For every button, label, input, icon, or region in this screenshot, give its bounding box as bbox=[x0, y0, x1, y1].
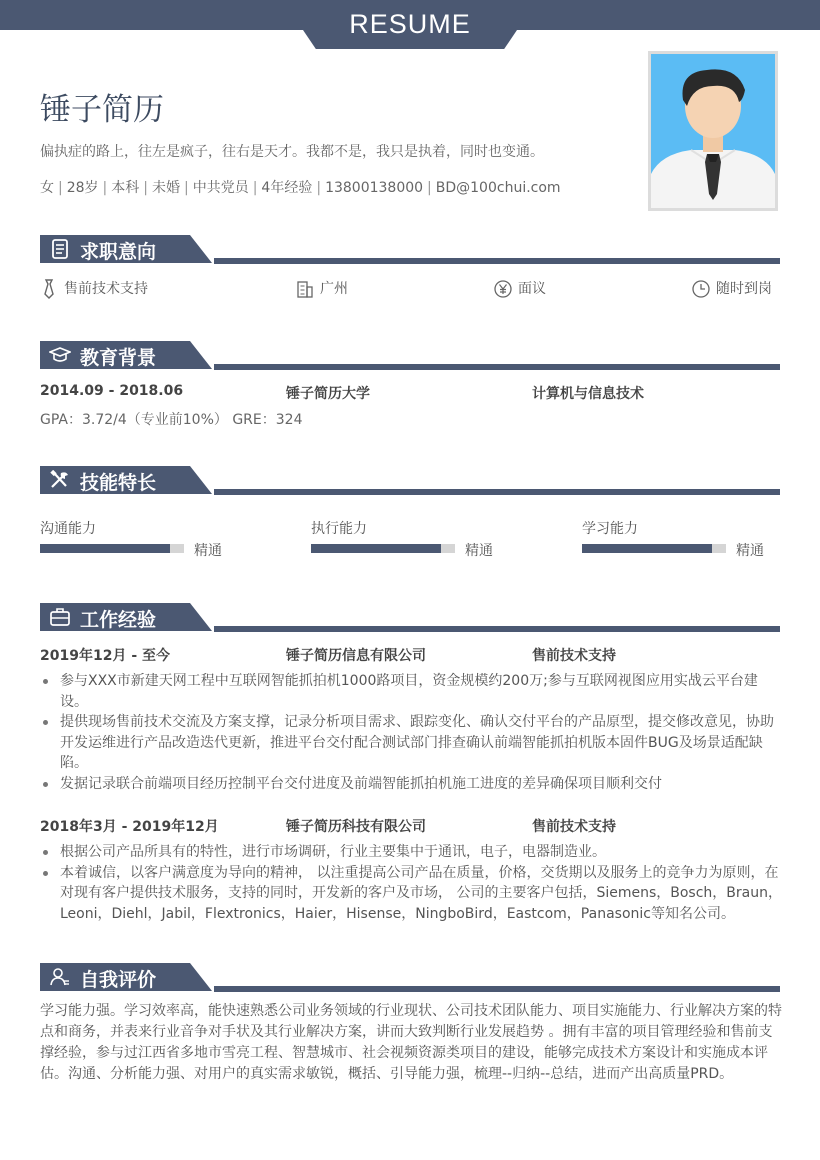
skill-name: 学习能力 bbox=[582, 521, 638, 537]
section-header-intent bbox=[40, 235, 780, 265]
phone: 13800138000 bbox=[325, 180, 424, 196]
skill-bar bbox=[311, 544, 455, 553]
gender: 女 bbox=[40, 180, 54, 196]
section-title: 自我评价 bbox=[80, 969, 157, 991]
section-title: 技能特长 bbox=[80, 472, 157, 494]
intent-position: 售前技术支持 bbox=[40, 278, 148, 299]
list-item: 发据记录联合前端项目经历控制平台交付进度及前端智能抓拍机施工进度的差异确保项目顺利交付 bbox=[40, 774, 782, 795]
job-company: 锤子简历信息有限公司 bbox=[286, 648, 426, 664]
section-title: 求职意向 bbox=[80, 241, 157, 263]
age: 28岁 bbox=[66, 180, 99, 196]
job-period: 2018年3月 - 2019年12月 bbox=[40, 819, 219, 835]
job-title: 售前技术支持 bbox=[532, 648, 616, 664]
degree: 本科 bbox=[111, 180, 140, 196]
job-title: 售前技术支持 bbox=[532, 819, 616, 835]
self-evaluation: 学习能力强。学习效率高，能快速熟悉公司业务领域的行业现状、公司技术团队能力、项目实施能力、行业解决方案的特点和商务，并表来行业音争对手状及其行业解决方案，讲而大致判断行业发展趋势 。拥有丰富的项目管理经验和售前支撑经验，参与过江西省多地市雪亮工程、智慧城市、社会视频资源类项目的建设，能够完成技术方案设计和实施成本评估。沟通、分析能力强、对用户的真实需求敏锐，概括、引导能力强，梳理--归纳--总结，进而产出高质量PRD。 bbox=[40, 1003, 782, 1082]
intent-availability: 随时到岗 bbox=[692, 278, 772, 299]
avatar bbox=[648, 51, 778, 211]
intent-city: 广州 bbox=[296, 278, 348, 299]
intent-salary: 面议 bbox=[494, 278, 546, 299]
section-header-evaluation bbox=[40, 963, 780, 993]
experience-years: 4年经验 bbox=[261, 180, 313, 196]
resume-label: RESUME bbox=[349, 9, 471, 39]
list-item: 参与XXX市新建天网工程中互联网智能抓拍机1000路项目，资金规模约200万;参与互联网视图应用实战云平台建设。 bbox=[40, 671, 782, 712]
education-period: 2014.09 - 2018.06 bbox=[40, 383, 184, 399]
list-item: 本着诚信，以客户满意度为导向的精神， 以注重提高公司产品在质量，价格，交货期以及服务上的竞争力为原则，在对现有客户提供技术服务，支持的同时，开发新的客户及市场， 公司的主要客户包括，Siemens，Bosch，Braun，Leoni，Diehl，Jabil，Flextronics，Haier，Hisense，NingboBird，Eastcom，Panasonic等知名公司。 bbox=[40, 863, 782, 925]
personal-info: 女 | 28岁 | 本科 | 未婚 | 中共党员 | 4年经验 | 13800138000 | BD@100chui.com bbox=[40, 180, 561, 196]
yuan-icon bbox=[494, 279, 512, 299]
clock-icon bbox=[692, 279, 710, 299]
section-header-education bbox=[40, 341, 780, 371]
skill-bar bbox=[40, 544, 184, 553]
section-title: 教育背景 bbox=[80, 347, 157, 369]
section-header-skills bbox=[40, 466, 780, 496]
list-item: 提供现场售前技术交流及方案支撑，记录分析项目需求、跟踪变化、确认交付平台的产品原型，提交修改意见，协助开发运维进行产品改造迭代更新，推进平台交付配合测试部门排查确认前端智能抓拍机版本固件BUG及场景适配缺陷。 bbox=[40, 712, 782, 774]
skill-bar bbox=[582, 544, 726, 553]
skill-level: 精通 bbox=[465, 543, 493, 559]
section-title: 工作经验 bbox=[80, 609, 157, 631]
job-duties bbox=[40, 842, 782, 924]
motto: 偏执症的路上，往左是疯子，往右是天才。我都不是，我只是执着，同时也变通。 bbox=[40, 144, 544, 160]
section-header-work bbox=[40, 603, 780, 633]
job-period: 2019年12月 - 至今 bbox=[40, 648, 171, 664]
education-school: 锤子简历大学 bbox=[286, 386, 370, 402]
graduation-cap-icon bbox=[49, 345, 71, 365]
skill-name: 执行能力 bbox=[311, 521, 367, 537]
job-duties bbox=[40, 671, 782, 794]
skill-level: 精通 bbox=[194, 543, 222, 559]
email: BD@100chui.com bbox=[435, 180, 561, 196]
document-icon bbox=[49, 239, 71, 259]
marital-status: 未婚 bbox=[151, 180, 180, 196]
candidate-name: 锤子简历 bbox=[40, 92, 164, 128]
skill-name: 沟通能力 bbox=[40, 521, 96, 537]
tools-icon bbox=[49, 470, 71, 490]
building-icon bbox=[296, 279, 314, 299]
political-status: 中共党员 bbox=[192, 180, 249, 196]
education-major: 计算机与信息技术 bbox=[532, 386, 644, 402]
education-detail: GPA：3.72/4（专业前10%） GRE：324 bbox=[40, 412, 303, 428]
user-icon bbox=[49, 967, 71, 987]
list-item: 根据公司产品所具有的特性，进行市场调研，行业主要集中于通讯，电子，电器制造业。 bbox=[40, 842, 782, 863]
skill-level: 精通 bbox=[736, 543, 764, 559]
job-company: 锤子简历科技有限公司 bbox=[286, 819, 426, 835]
briefcase-icon bbox=[49, 607, 71, 627]
tie-icon bbox=[40, 279, 58, 299]
